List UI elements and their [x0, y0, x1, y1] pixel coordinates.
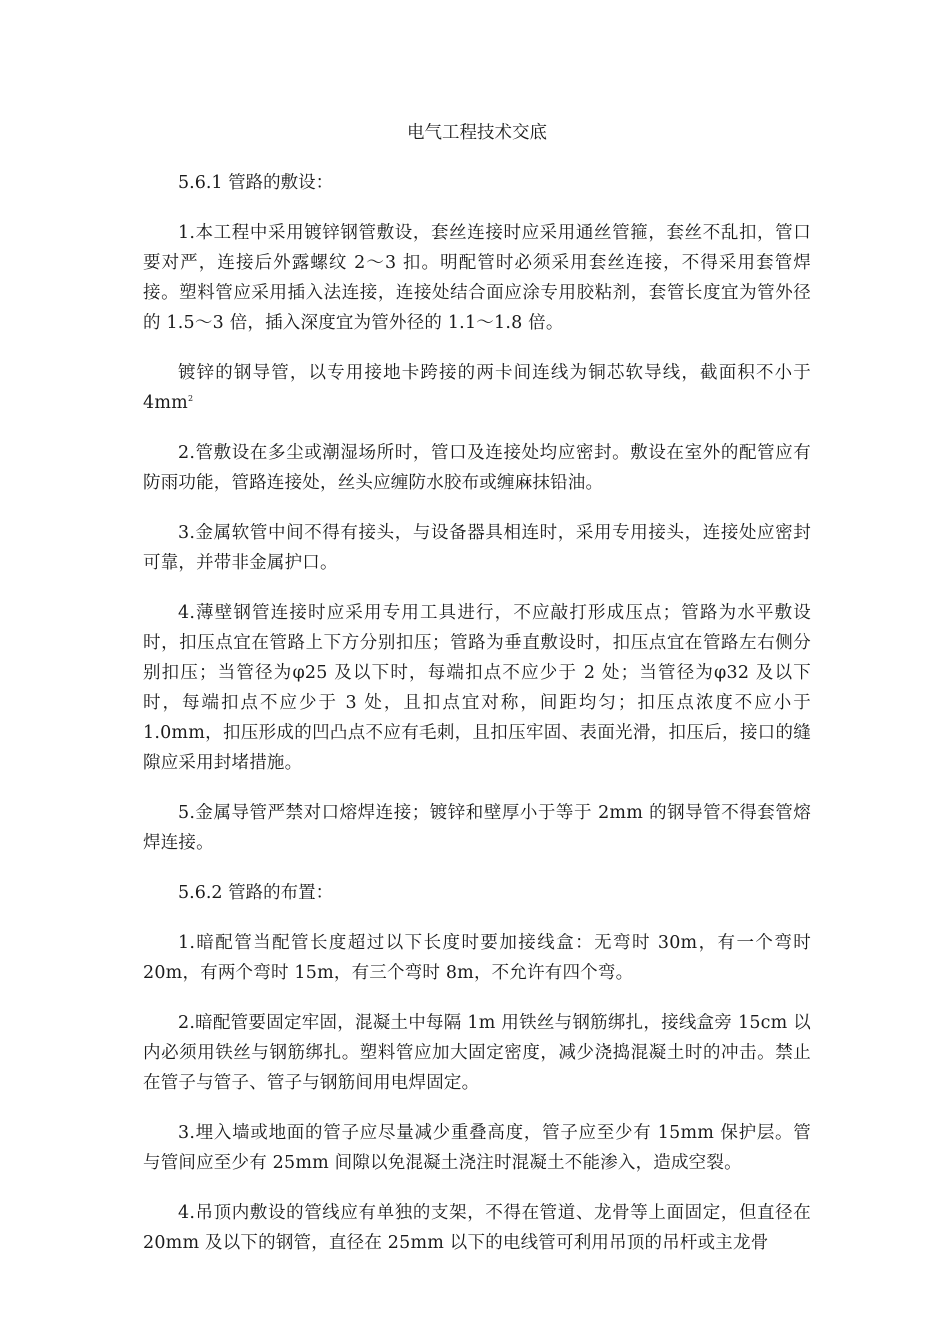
section-heading-5-6-1: 5.6.1 管路的敷设：	[178, 173, 334, 193]
paragraph	[143, 358, 811, 418]
paragraph: 2.暗配管要固定牢固，混凝土中每隔 1m 用铁丝与钢筋绑扎，接线盒旁 15cm 以内必须用铁丝与钢筋绑扎。塑料管应加大固定密度，减少浇捣混凝土时的冲击。禁止在管子与管子、管子与钢筋间用电焊固定。	[143, 1013, 811, 1093]
paragraph: 4.薄壁钢管连接时应采用专用工具进行，不应敲打形成压点；管路为水平敷设时，扣压点宜在管路上下方分别扣压；管路为垂直敷设时，扣压点宜在管路左右侧分别扣压；当管径为φ25 及以下时，每端扣点不应少于 2 处；当管径为φ32 及以下时，每端扣点不应少于 3 处，且扣点宜对称，间距均匀；扣压点浓度不应小于 1.0mm，扣压形成的凹凸点不应有毛刺，且扣压牢固、表面光滑，扣压后，接口的缝隙应采用封堵措施。	[143, 603, 811, 773]
paragraph: 1.本工程中采用镀锌钢管敷设，套丝连接时应采用通丝管箍，套丝不乱扣，管口要对严，连接后外露螺纹 2～3 扣。明配管时必须采用套丝连接，不得采用套管焊接。塑料管应采用插入法连接，连接处结合面应涂专用胶粘剂，套管长度宜为管外径的 1.5～3 倍，插入深度宜为管外径的 1.1～1.8 倍。	[143, 223, 811, 333]
document-body	[143, 118, 811, 1278]
paragraph: 1.暗配管当配管长度超过以下长度时要加接线盒：无弯时 30m，有一个弯时 20m，有两个弯时 15m，有三个弯时 8m，不允许有四个弯。	[143, 933, 811, 983]
paragraph: 2.管敷设在多尘或潮湿场所时，管口及连接处均应密封。敷设在室外的配管应有防雨功能，管路连接处，丝头应缠防水胶布或缠麻抹铅油。	[143, 443, 811, 493]
paragraph-text: 镀锌的钢导管，以专用接地卡跨接的两卡间连线为铜芯软导线，截面积不小于 4mm	[143, 363, 811, 413]
paragraph: 4.吊顶内敷设的管线应有单独的支架，不得在管道、龙骨等上面固定，但直径在 20mm 及以下的钢管，直径在 25mm 以下的电线管可利用吊顶的吊杆或主龙骨	[143, 1203, 811, 1253]
paragraph: 3.埋入墙或地面的管子应尽量减少重叠高度，管子应至少有 15mm 保护层。管与管间应至少有 25mm 间隙以免混凝土浇注时混凝土不能渗入，造成空裂。	[143, 1123, 811, 1173]
paragraph: 5.金属导管严禁对口熔焊连接；镀锌和壁厚小于等于 2mm 的钢导管不得套管熔焊连接。	[143, 803, 811, 853]
superscript: 2	[187, 394, 194, 403]
section-heading-5-6-2: 5.6.2 管路的布置：	[178, 883, 334, 903]
document-title: 电气工程技术交底	[407, 123, 547, 143]
paragraph: 3.金属软管中间不得有接头，与设备器具相连时，采用专用接头，连接处应密封可靠，并带非金属护口。	[143, 523, 811, 573]
